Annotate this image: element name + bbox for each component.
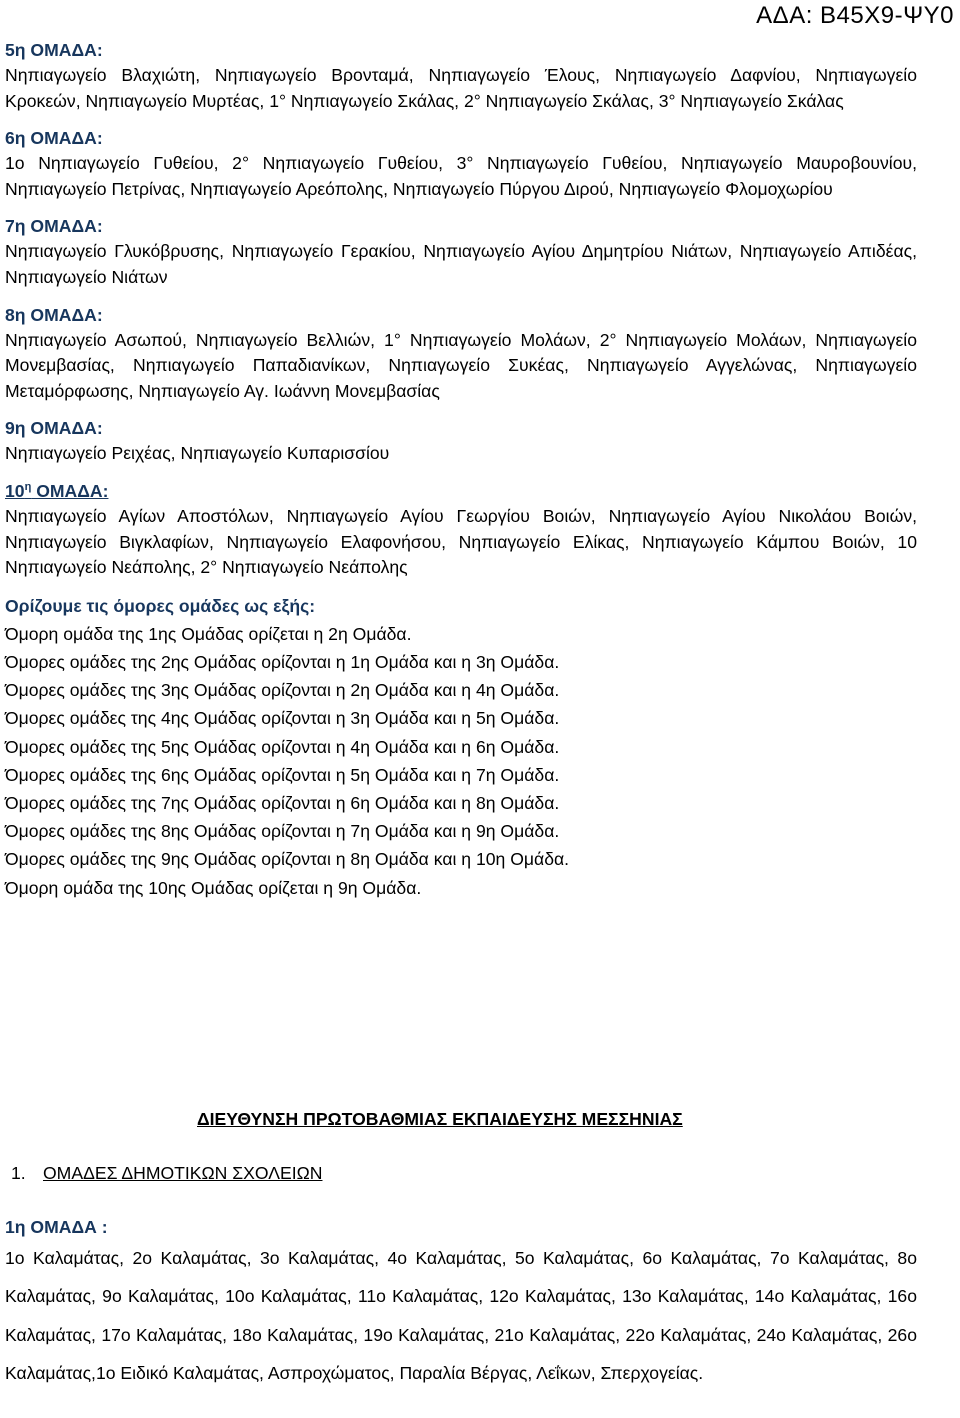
group-schools: Νηπιαγωγείο Αγίων Αποστόλων, Νηπιαγωγείο Αγίου Γεωργίου Βοιών, Νηπιαγωγείο Αγίου Νικολάου Βοιών, Νηπιαγωγείο Βιγκλαφίων, Νηπιαγωγείο Ελαφονήσου, Νηπιαγωγείο Ελίκας, Νηπιαγωγείο Κάμπου Βοιών, 10 Νηπιαγωγείο Νεάπολης, 2° Νηπιαγωγείο Νεάπολης (5, 505, 917, 578)
group-title: 9η ΟΜΑΔΑ: (5, 418, 103, 439)
group-schools: Νηπιαγωγείο Γλυκόβρυσης, Νηπιαγωγείο Γερακίου, Νηπιαγωγείο Αγίου Δημητρίου Νιάτων, Νηπιαγωγείο Απιδέας, Νηπιαγωγείο Νιάτων (5, 241, 917, 287)
group-9 (5, 416, 917, 467)
document-body (5, 38, 917, 902)
group-schools: 1ο Νηπιαγωγείο Γυθείου, 2° Νηπιαγωγείο Γυθείου, 3° Νηπιαγωγείο Γυθείου, Νηπιαγωγείο Μαυροβουνίου, Νηπιαγωγείο Πετρίνας, Νηπιαγωγείο Αρεόπολης, Νηπιαγωγείο Πύργου Διρού, Νηπιαγωγείο Φλομοχωρίου (5, 153, 917, 199)
group-title-sup: η (24, 480, 32, 493)
group-title: 7η ΟΜΑΔΑ: (5, 216, 103, 237)
group-6 (5, 126, 917, 202)
neighbor-groups-title: Ορίζουμε τις όμορες ομάδες ως εξής: (5, 595, 316, 616)
group-8 (5, 303, 917, 405)
neighbor-line: Όμορες ομάδες της 5ης Ομάδας ορίζονται η 4η Ομάδα και η 6η Ομάδα. (5, 736, 560, 757)
primary-group-1 (5, 1215, 917, 1392)
neighbor-line: Όμορες ομάδες της 6ης Ομάδας ορίζονται η 5η Ομάδα και η 7η Ομάδα. (5, 764, 560, 785)
group-schools: Νηπιαγωγείο Ρειχέας, Νηπιαγωγείο Κυπαρισσίου (5, 443, 390, 464)
neighbor-line: Όμορες ομάδες της 8ης Ομάδας ορίζονται η 7η Ομάδα και η 9η Ομάδα. (5, 821, 560, 842)
neighbor-groups (5, 593, 917, 902)
directorate-title: ΔΙΕΥΘΥΝΣΗ ΠΡΩΤΟΒΑΘΜΙΑΣ ΕΚΠΑΙΔΕΥΣΗΣ ΜΕΣΣΗΝΙΑΣ (197, 1109, 683, 1129)
neighbor-line: Όμορη ομάδα της 1ης Ομάδας ορίζεται η 2η Ομάδα. (5, 623, 412, 644)
neighbor-line: Όμορες ομάδες της 3ης Ομάδας ορίζονται η 2η Ομάδα και η 4η Ομάδα. (5, 680, 560, 701)
group-schools: Νηπιαγωγείο Βλαχιώτη, Νηπιαγωγείο Βρονταμά, Νηπιαγωγείο Έλους, Νηπιαγωγείο Δαφνίου, Νηπιαγωγείο Κροκεών, Νηπιαγωγείο Μυρτέας, 1° Νηπιαγωγείο Σκάλας, 2° Νηπιαγωγείο Σκάλας, 3° Νηπιαγωγείο Σκάλας (5, 65, 917, 111)
group-title: 6η ΟΜΑΔΑ: (5, 128, 103, 149)
neighbor-line: Όμορη ομάδα της 10ης Ομάδας ορίζεται η 9η Ομάδα. (5, 877, 422, 898)
neighbor-line: Όμορες ομάδες της 2ης Ομάδας ορίζονται η 1η Ομάδα και η 3η Ομάδα. (5, 651, 560, 672)
group-title: 8η ΟΜΑΔΑ: (5, 304, 103, 325)
section-number: 1. (11, 1163, 26, 1183)
neighbor-line: Όμορες ομάδες της 9ης Ομάδας ορίζονται η 8η Ομάδα και η 10η Ομάδα. (5, 849, 570, 870)
group-title: 1η ΟΜΑΔΑ : (5, 1217, 108, 1237)
group-schools: Νηπιαγωγείο Ασωπού, Νηπιαγωγείο Βελλιών, 1° Νηπιαγωγείο Μολάων, 2° Νηπιαγωγείο Μολάων, Νηπιαγωγείο Μονεμβασίας, Νηπιαγωγείο Παπαδιανίκων, Νηπιαγωγείο Συκέας, Νηπιαγωγείο Αγγελώνας, Νηπιαγωγείο Μεταμόρφωσης, Νηπιαγωγείο Αγ. Ιωάννη Μονεμβασίας (5, 329, 917, 401)
section-heading (11, 1160, 322, 1186)
group-title: 5η ΟΜΑΔΑ: (5, 40, 103, 60)
group-schools: 1ο Καλαμάτας, 2ο Καλαμάτας, 3ο Καλαμάτας, 4ο Καλαμάτας, 5ο Καλαμάτας, 6ο Καλαμάτας, 7ο Καλαμάτας, 8ο Καλαμάτας, 9ο Καλαμάτας, 10ο Καλαμάτας, 11ο Καλαμάτας, 12ο Καλαμάτας, 13ο Καλαμάτας, 14ο Καλαμάτας, 16ο Καλαμάτας, 17ο Καλαμάτας, 18ο Καλαμάτας, 19ο Καλαμάτας, 21ο Καλαμάτας, 22ο Καλαμάτας, 24ο Καλαμάτας, 26ο Καλαμάτας,1ο Ειδικό Καλαμάτας, Ασπροχώματος, Παραλία Βέργας, Λεΐκων, Σπερχογείας. (5, 1248, 917, 1383)
section-title: ΟΜΑΔΕΣ ΔΗΜΟΤΙΚΩΝ ΣΧΟΛΕΙΩΝ (43, 1163, 323, 1183)
ada-code: ΑΔΑ: Β45Χ9-ΨΥ0 (756, 2, 954, 29)
neighbor-line: Όμορες ομάδες της 7ης Ομάδας ορίζονται η 6η Ομάδα και η 8η Ομάδα. (5, 792, 560, 813)
group-title-rest: ΟΜΑΔΑ: (31, 480, 109, 501)
group-title (5, 479, 917, 504)
group-5 (5, 38, 917, 114)
group-title-number: 10 (5, 480, 25, 501)
group-7 (5, 214, 917, 290)
neighbor-line: Όμορες ομάδες της 4ης Ομάδας ορίζονται η 3η Ομάδα και η 5η Ομάδα. (5, 708, 560, 729)
group-10 (5, 479, 917, 581)
